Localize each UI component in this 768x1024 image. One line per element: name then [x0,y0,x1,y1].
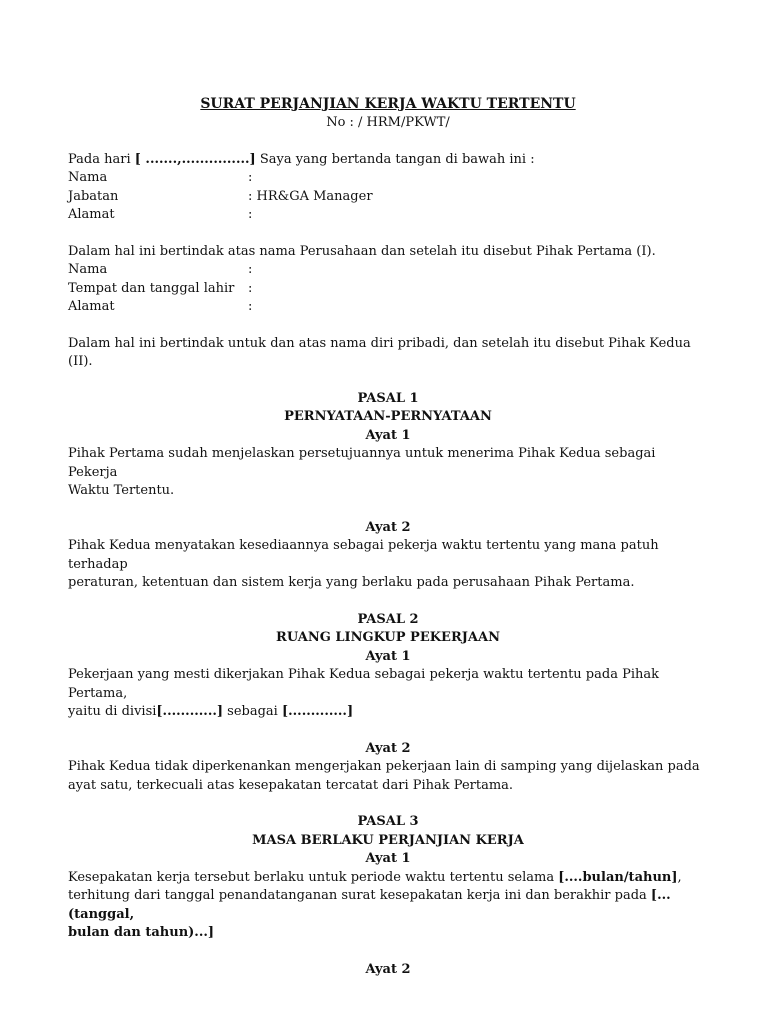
pasal2-ayat2-label: Ayat 2 [365,740,411,756]
pasal2-ayat1-text: Pekerjaan yang mesti dikerjakan Pihak Kedua sebagai pekerja waktu tertentu pada Pihak Pertama, [68,667,659,701]
period-text: Kesepakatan kerja tersebut berlaku untuk periode waktu tertentu selama [68,869,559,885]
pasal1-ayat1-label: Ayat 1 [365,427,411,443]
party2-statement: Dalam hal ini bertindak untuk dan atas nama diri pribadi, dan setelah itu disebut Pihak Kedua (II). [68,335,691,369]
pasal3-subheading: MASA BERLAKU PERJANJIAN KERJA [252,832,524,848]
pasal3-ayat1-text [68,887,708,924]
pasal3-ayat1-text [68,869,708,888]
pasal3-ayat2-label: Ayat 2 [365,961,411,977]
intro-line [68,151,708,170]
date-blank: [ .......,...............] [134,151,256,167]
field-value: : HR&GA Manager [248,188,373,204]
document-title: SURAT PERJANJIAN KERJA WAKTU TERTENTU [200,96,576,112]
document-number: No : / HRM/PKWT/ [326,115,450,130]
field-label: Nama [68,262,108,277]
pasal2-ayat2-text: ayat satu, terkecuali atas kesepakatan tercatat dari Pihak Pertama. [68,777,514,793]
pasal3-ayat1-label: Ayat 1 [365,851,411,866]
field-value: : [248,299,253,314]
field-value: : [248,207,253,222]
division-blank: [............] [156,704,224,719]
field-label: Alamat [68,299,115,314]
field-label: Tempat dan tanggal lahir [68,280,235,296]
division-label: yaitu di divisi [68,704,157,719]
end-date-blank-cont: bulan dan tahun)...] [68,925,215,940]
pasal1-ayat1-text: Waktu Tertentu. [68,483,175,498]
pasal1-ayat2-text: Pihak Kedua menyatakan kesediaannya sebagai pekerja waktu tertentu yang mana patuh terhadap [68,538,659,572]
pasal1-ayat1-text: Pihak Pertama sudah menjelaskan persetujuannya untuk menerima Pihak Kedua sebagai Pekerja [68,446,656,480]
pasal2-ayat2-text: Pihak Kedua tidak diperkenankan mengerjakan pekerjaan lain di samping yang dijelaskan pada [68,759,700,774]
party1-position-row [68,188,708,207]
field-label: Nama [68,170,108,185]
field-label: Alamat [68,207,115,222]
role-blank: [.............] [281,704,354,719]
party2-address-row [68,298,708,317]
party2-name-row [68,261,708,280]
pasal1-subheading: PERNYATAAN-PERNYATAAN [284,409,492,424]
party1-name-row [68,169,708,188]
pasal2-ayat1-text [68,703,708,722]
period-comma: , [677,869,682,885]
period-blank: [....bulan/tahun] [558,869,678,885]
pasal2-heading: PASAL 2 [357,611,419,627]
pasal1-ayat2-label: Ayat 2 [365,519,411,535]
end-date-text: terhitung dari tanggal penandatanganan surat kesepakatan kerja ini dan berakhir pada [68,888,651,903]
field-label: Jabatan [68,188,119,204]
field-value: : [248,262,253,277]
field-value: : [248,280,253,296]
field-value: : [248,170,253,185]
role-label: sebagai [223,704,282,719]
intro-pre: Pada hari [68,151,135,167]
pasal3-heading: PASAL 3 [357,814,419,829]
party1-statement: Dalam hal ini bertindak atas nama Perusahaan dan setelah itu disebut Pihak Pertama (I). [68,243,656,259]
intro-post: Saya yang bertanda tangan di bawah ini : [255,151,535,167]
pasal1-ayat2-text: peraturan, ketentuan dan sistem kerja yang berlaku pada perusahaan Pihak Pertama. [68,575,635,590]
party1-address-row [68,206,708,225]
pasal2-ayat1-label: Ayat 1 [365,648,411,664]
pasal1-heading: PASAL 1 [357,390,419,406]
party2-birth-row [68,280,708,299]
pasal2-subheading: RUANG LINGKUP PEKERJAAN [276,630,500,645]
end-date-blank: [...(tanggal, [68,888,671,922]
document-page [68,94,708,979]
